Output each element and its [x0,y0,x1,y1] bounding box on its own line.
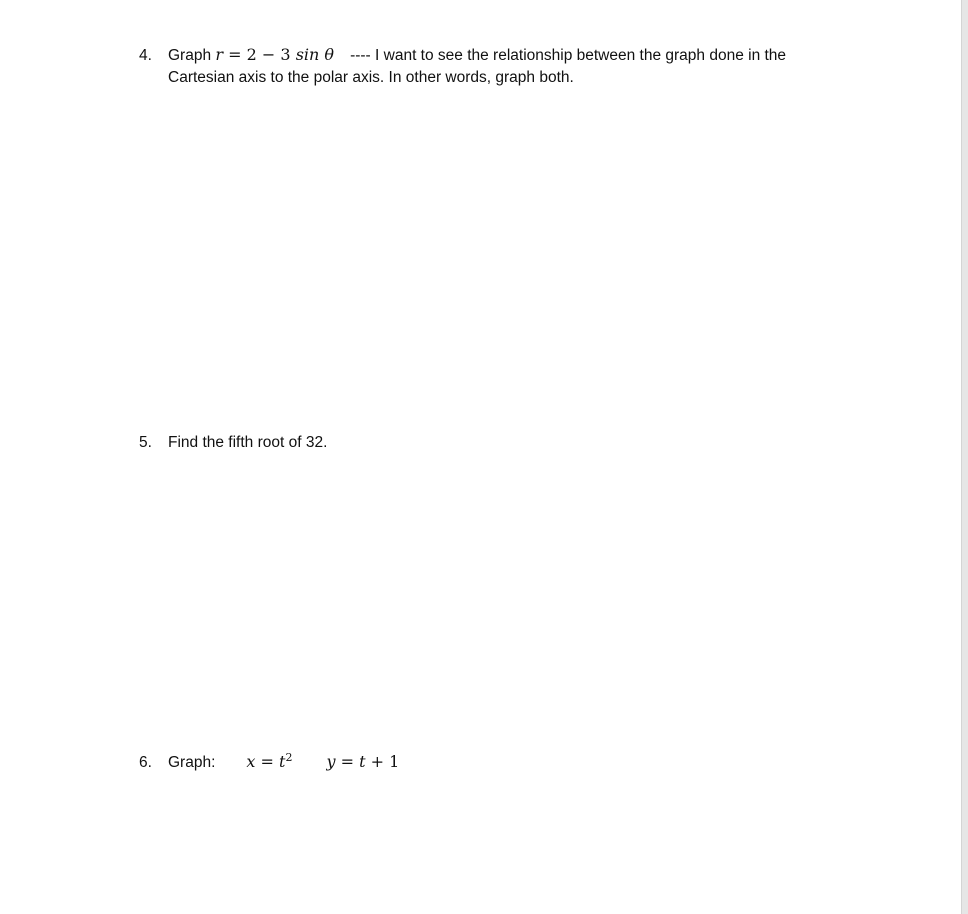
math-equals-rest: = 2 − 3 [228,45,291,64]
math-theta: θ [324,45,335,64]
math-sin: sin [295,45,320,64]
math-plus-one: + 1 [370,752,400,771]
question-number: 4. [139,47,152,64]
question-number: 5. [139,434,152,451]
polar-equation [215,44,334,66]
math-x: x [246,752,256,771]
question-5 [139,432,327,454]
parametric-x-equation [246,751,292,773]
math-r: r [215,45,224,64]
question-4-line-1 [139,44,786,67]
math-t: t [359,752,366,771]
math-equals: = [260,752,274,771]
math-equals: = [340,752,354,771]
math-exponent: 2 [285,751,293,764]
question-4 [139,44,786,89]
question-6 [139,751,399,774]
math-y: y [326,752,336,771]
page-edge [961,0,968,914]
question-number: 6. [139,754,152,771]
question-text: ---- I want to see the relationship between the graph done in the [350,47,787,64]
question-text: Find the fifth root of 32. [168,434,328,451]
math-t: t [279,752,286,771]
question-label: Graph: [168,754,216,771]
question-4-line-2: Cartesian axis to the polar axis. In other words, graph both. [168,69,574,86]
parametric-y-equation [326,751,399,773]
question-prefix: Graph [168,47,212,64]
